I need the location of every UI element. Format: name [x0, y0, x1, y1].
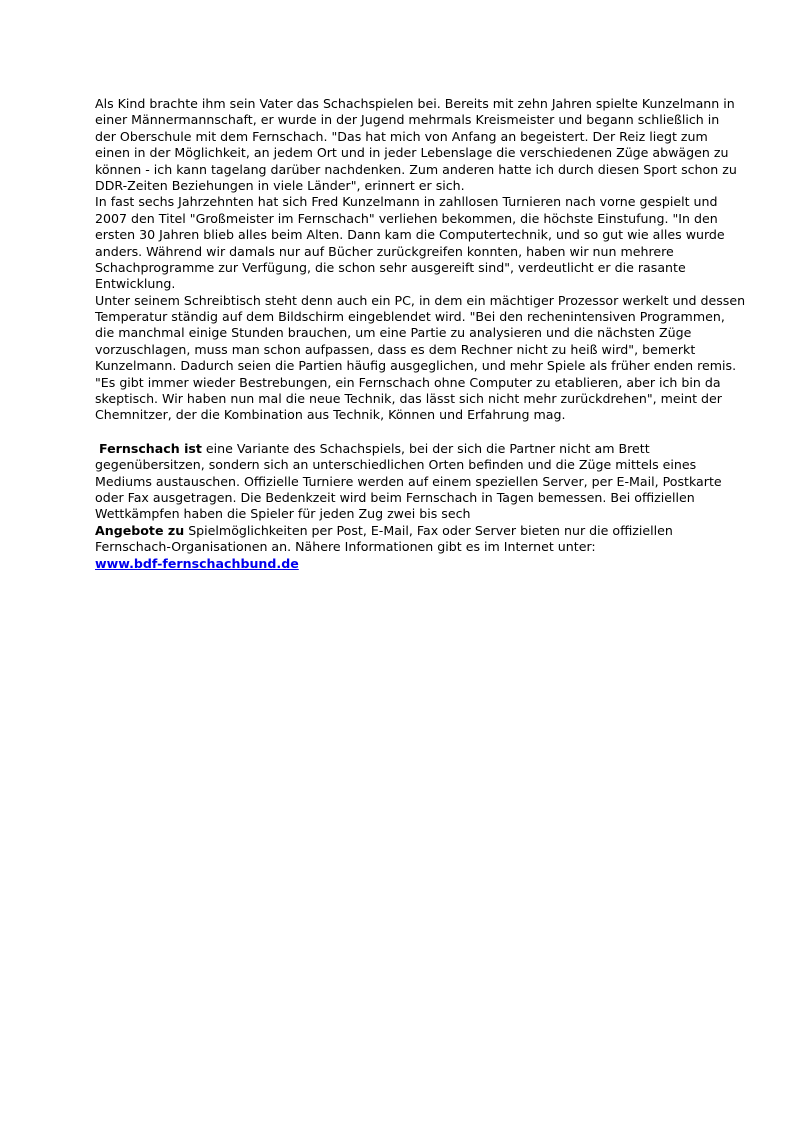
text-line: DDR-Zeiten Beziehungen in viele Länder", erinnert er sich.	[95, 177, 465, 193]
paragraph-career	[95, 194, 725, 292]
text-line: Kunzelmann. Dadurch seien die Partien häufig ausgeglichen, und mehr Spiele als früher enden remis.	[95, 358, 737, 374]
offers-label: Angebote zu	[95, 522, 185, 538]
text-line: ersten 30 Jahren blieb alles beim Alten. Dann kam die Computertechnik, und so gut wie alles wurde	[95, 227, 725, 243]
text-line: vorzuschlagen, muss man schon aufpassen, dass es dem Rechner nicht zu heiß wird", bemerkt	[95, 341, 696, 357]
text-line: einen in der Möglichkeit, an jedem Ort und in jeder Lebenslage die verschiedenen Züge abwägen zu	[95, 145, 729, 161]
info-line: Wettkämpfen haben die Spieler für jeden Zug zwei bis sech	[95, 506, 471, 522]
offers-text: Spielmöglichkeiten per Post, E-Mail, Fax oder Server bieten nur die offiziellen	[184, 522, 673, 538]
text-line: Temperatur ständig auf dem Bildschirm eingeblendet wird. "Bei den rechenintensiven Programmen,	[95, 309, 725, 325]
text-line: Schachprogramme zur Verfügung, die schon sehr ausgereift sind", verdeutlicht er die rasante	[95, 259, 686, 275]
text-line: Unter seinem Schreibtisch steht denn auch ein PC, in dem ein mächtiger Prozessor werkelt und dessen	[95, 292, 746, 308]
document-page	[95, 96, 746, 572]
info-line	[95, 441, 715, 457]
text-line: einer Männermannschaft, er wurde in der Jugend mehrmals Kreismeister und begann schließlich in	[95, 112, 720, 128]
text-line: Als Kind brachte ihm sein Vater das Schachspielen bei. Bereits mit zehn Jahren spielte Kunzelmann in	[95, 96, 735, 111]
info-box	[95, 440, 722, 572]
text-line: Chemnitzer, der die Kombination aus Technik, Können und Erfahrung mag.	[95, 407, 566, 423]
text-line: können - ich kann tagelang darüber nachdenken. Zum anderen hatte ich durch diesen Sport schon zu	[95, 161, 737, 177]
offers-line: Fernschach-Organisationen an. Nähere Informationen gibt es im Internet unter:	[95, 539, 596, 555]
text-line: 2007 den Titel "Großmeister im Fernschach" verliehen bekommen, die höchste Einstufung. "In den	[95, 210, 718, 226]
info-line: oder Fax ausgetragen. Die Bedenkzeit wird beim Fernschach in Tagen bemessen. Bei offiziellen	[95, 489, 695, 505]
info-term: Fernschach ist	[99, 440, 202, 456]
offers-line	[95, 523, 715, 539]
text-line: In fast sechs Jahrzehnten hat sich Fred Kunzelmann in zahllosen Turnieren nach vorne gespielt und	[95, 194, 718, 210]
text-line: die manchmal einige Stunden brauchen, um eine Partie zu analysieren und die nächsten Züge	[95, 325, 692, 341]
text-line: der Oberschule mit dem Fernschach. "Das hat mich von Anfang an begeistert. Der Reiz liegt zum	[95, 128, 708, 144]
info-definition: eine Variante des Schachspiels, bei der sich die Partner nicht am Brett	[201, 440, 650, 456]
info-line: gegenübersitzen, sondern sich an unterschiedlichen Orten befinden und die Züge mittels eines	[95, 457, 697, 473]
text-line: "Es gibt immer wieder Bestrebungen, ein Fernschach ohne Computer zu etablieren, aber ich bin da	[95, 374, 721, 390]
paragraph-childhood	[95, 96, 737, 194]
info-line: Mediums austauschen. Offizielle Turniere werden auf einem speziellen Server, per E-Mail, Postkarte	[95, 473, 722, 489]
text-line: anders. Während wir damals nur auf Bücher zurückgreifen konnten, haben wir nun mehrere	[95, 243, 674, 259]
paragraph-spacer	[95, 424, 715, 441]
paragraph-computer	[95, 292, 746, 424]
link-line	[95, 556, 715, 572]
text-line: skeptisch. Wir haben nun mal die neue Technik, das lässt sich nicht mehr zurückdrehen", meint der	[95, 391, 722, 407]
text-line: Entwicklung.	[95, 276, 176, 292]
website-link[interactable]: www.bdf-fernschachbund.de	[95, 555, 299, 571]
